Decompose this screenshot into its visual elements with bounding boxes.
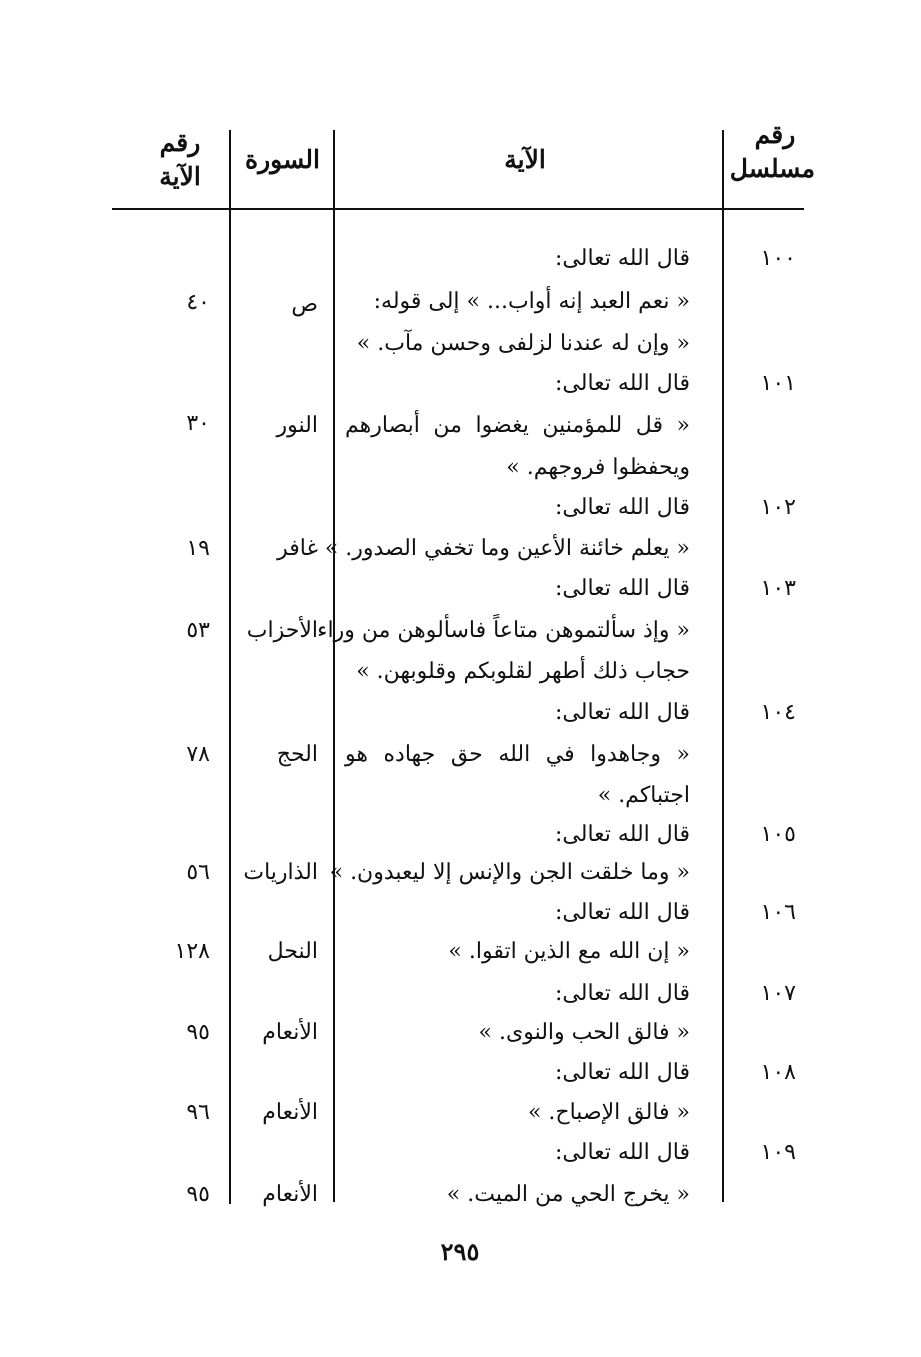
row-intro: قال الله تعالى: (555, 822, 690, 847)
row-ayah-line: اجتباكم. » (597, 783, 690, 808)
row-ayah-number: ٩٥ (186, 1182, 210, 1207)
row-ayah-line: « وما خلقت الجن والإنس إلا ليعبدون. » (329, 860, 690, 885)
row-surah: الأحزاب (246, 618, 318, 643)
row-intro: قال الله تعالى: (555, 1140, 690, 1165)
header-rule (112, 208, 804, 210)
row-intro: قال الله تعالى: (555, 981, 690, 1006)
row-ayah-number: ٥٦ (186, 860, 210, 885)
row-ayah-number: ٩٥ (186, 1020, 210, 1045)
row-ayah-line: « يعلم خائنة الأعين وما تخفي الصدور. » (324, 536, 690, 561)
row-ayah-line: « وجاهدوا في الله حق جهاده هو (345, 742, 690, 767)
row-serial: ١٠٥ (760, 822, 796, 847)
column-divider-serial (722, 130, 724, 1202)
column-divider-surah (229, 130, 231, 1204)
row-ayah-line: « وإذ سألتموهن متاعاً فاسألوهن من وراء (317, 618, 690, 643)
row-serial: ١٠٨ (760, 1060, 796, 1085)
row-ayah-line: « نعم العبد إنه أواب... » إلى قوله: (373, 289, 690, 314)
row-surah: الذاريات (243, 860, 318, 885)
row-surah: الحج (276, 742, 318, 767)
row-surah: الأنعام (262, 1182, 318, 1207)
row-ayah-line: « وإن له عندنا لزلفى وحسن مآب. » (356, 331, 690, 356)
row-intro: قال الله تعالى: (555, 371, 690, 396)
row-ayah-line: ويحفظوا فروجهم. » (506, 455, 690, 480)
page-number: ٢٩٥ (440, 1237, 480, 1266)
row-intro: قال الله تعالى: (555, 700, 690, 725)
row-surah: الأنعام (262, 1020, 318, 1045)
row-serial: ١٠٧ (760, 981, 796, 1006)
row-ayah-line: « يخرج الحي من الميت. » (446, 1182, 690, 1207)
row-intro: قال الله تعالى: (555, 576, 690, 601)
row-ayah-line: « قل للمؤمنين يغضوا من أبصارهم (345, 413, 690, 438)
row-surah: الأنعام (262, 1100, 318, 1125)
row-ayah-number: ٧٨ (186, 742, 210, 767)
row-intro: قال الله تعالى: (555, 495, 690, 520)
row-serial: ١٠١ (760, 371, 796, 396)
row-ayah-line: « فالق الإصباح. » (527, 1100, 690, 1125)
header-surah: السورة (245, 145, 320, 174)
row-ayah-line: « فالق الحب والنوى. » (478, 1020, 690, 1045)
row-ayah-number: ٣٠ (186, 411, 210, 436)
header-ayah: الآية (504, 145, 546, 174)
row-ayah-number: ١٢٨ (174, 939, 210, 964)
row-serial: ١٠٣ (760, 576, 796, 601)
column-divider-ayah (333, 130, 335, 1202)
row-ayah-number: ١٩ (186, 536, 210, 561)
row-serial: ١٠٢ (760, 495, 796, 520)
row-ayah-number: ٩٦ (186, 1100, 210, 1125)
row-surah: ص (291, 292, 318, 317)
row-ayah-number: ٥٣ (186, 618, 210, 643)
row-ayah-line: « إن الله مع الذين اتقوا. » (448, 939, 690, 964)
header-serial-number: رقم مسلسل (729, 120, 815, 183)
row-surah: النور (276, 413, 318, 438)
row-intro: قال الله تعالى: (555, 1060, 690, 1085)
row-ayah-number: ٤٠ (186, 290, 210, 315)
header-ayah-number: رقم الآية (159, 128, 201, 191)
row-serial: ١٠٤ (760, 700, 796, 725)
row-serial: ١٠٠ (760, 246, 796, 271)
row-ayah-line: حجاب ذلك أطهر لقلوبكم وقلوبهن. » (356, 659, 690, 684)
row-intro: قال الله تعالى: (555, 900, 690, 925)
row-surah: النحل (267, 939, 318, 964)
row-serial: ١٠٦ (760, 900, 796, 925)
row-surah: غافر (277, 536, 318, 561)
row-intro: قال الله تعالى: (555, 246, 690, 271)
row-serial: ١٠٩ (760, 1140, 796, 1165)
